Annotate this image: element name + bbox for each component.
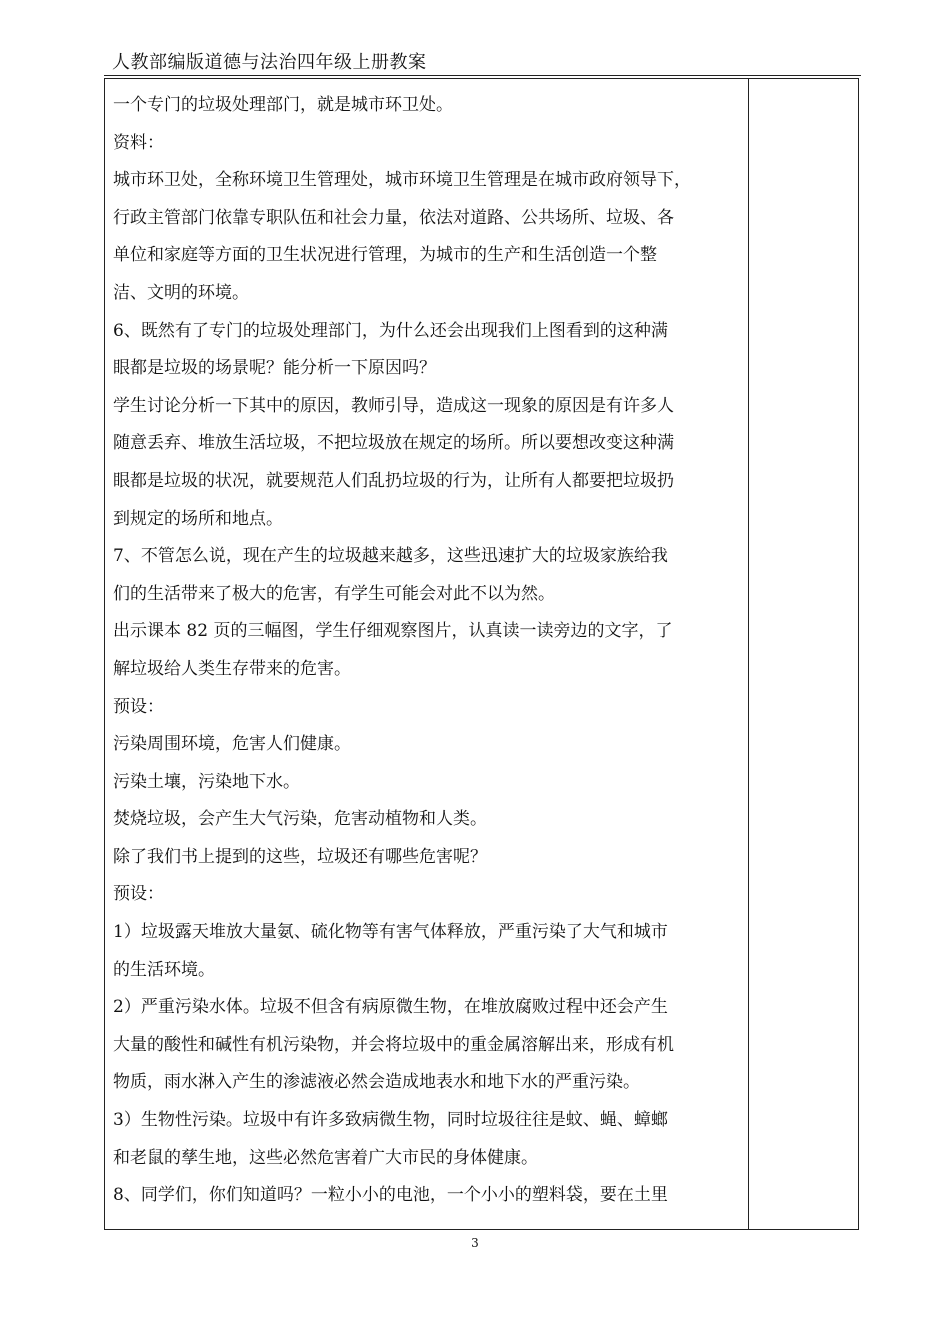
text-line: 眼都是垃圾的状况，就要规范人们乱扔垃圾的行为，让所有人都要把垃圾扔	[113, 470, 674, 491]
document-header: 人教部编版道德与法治四年级上册教案	[112, 52, 427, 73]
text-line: 3）生物性污染。垃圾中有许多致病微生物，同时垃圾往往是蚊、蝇、蟑螂	[113, 1110, 668, 1131]
text-line: 预设：	[113, 696, 164, 717]
text-line: 一个专门的垃圾处理部门，就是城市环卫处。	[113, 95, 453, 115]
text-line: 资料：	[113, 132, 164, 153]
text-line: 眼都是垃圾的场景呢？能分析一下原因吗？	[113, 358, 436, 379]
text-line: 到规定的场所和地点。	[113, 508, 283, 529]
text-line: 物质，雨水淋入产生的渗滤液必然会造成地表水和地下水的严重污染。	[113, 1072, 640, 1093]
text-line: 城市环卫处，全称环境卫生管理处，城市环境卫生管理是在城市政府领导下，	[113, 170, 691, 191]
text-line: 2）严重污染水体。垃圾不但含有病原微生物，在堆放腐败过程中还会产生	[113, 997, 668, 1018]
text-line: 随意丢弃、堆放生活垃圾，不把垃圾放在规定的场所。所以要想改变这种满	[113, 433, 674, 454]
page-number: 3	[471, 1236, 479, 1250]
lesson-table	[104, 78, 859, 1230]
text-line: 和老鼠的孳生地，这些必然危害着广大市民的身体健康。	[113, 1147, 538, 1168]
column-divider	[748, 79, 749, 1229]
text-line: 行政主管部门依靠专职队伍和社会力量，依法对道路、公共场所、垃圾、各	[113, 207, 674, 228]
text-line: 预设：	[113, 884, 164, 905]
text-line: 8、同学们，你们知道吗？一粒小小的电池，一个小小的塑料袋，要在土里	[113, 1185, 668, 1206]
text-line: 们的生活带来了极大的危害，有学生可能会对此不以为然。	[113, 583, 555, 604]
text-line: 单位和家庭等方面的卫生状况进行管理，为城市的生产和生活创造一个整	[113, 245, 657, 266]
text-line: 6、既然有了专门的垃圾处理部门，为什么还会出现我们上图看到的这种满	[113, 320, 668, 341]
text-line: 焚烧垃圾，会产生大气污染，危害动植物和人类。	[113, 809, 487, 830]
text-line: 大量的酸性和碱性有机污染物，并会将垃圾中的重金属溶解出来，形成有机	[113, 1034, 674, 1055]
text-line: 污染周围环境，危害人们健康。	[113, 734, 351, 755]
text-line: 1）垃圾露天堆放大量氨、硫化物等有害气体释放，严重污染了大气和城市	[113, 922, 668, 943]
text-line: 7、不管怎么说，现在产生的垃圾越来越多，这些迅速扩大的垃圾家族给我	[113, 546, 668, 567]
text-line: 出示课本 82 页的三幅图，学生仔细观察图片，认真读一读旁边的文字，了	[113, 621, 673, 642]
text-line: 解垃圾给人类生存带来的危害。	[113, 658, 351, 679]
text-line: 除了我们书上提到的这些，垃圾还有哪些危害呢？	[113, 846, 487, 867]
text-line: 洁、文明的环境。	[113, 282, 249, 303]
lesson-content-cell	[113, 87, 743, 1227]
text-line: 污染土壤，污染地下水。	[113, 771, 300, 792]
header-rule	[104, 75, 861, 76]
text-line: 学生讨论分析一下其中的原因，教师引导，造成这一现象的原因是有许多人	[113, 395, 674, 416]
text-line: 的生活环境。	[113, 959, 215, 980]
